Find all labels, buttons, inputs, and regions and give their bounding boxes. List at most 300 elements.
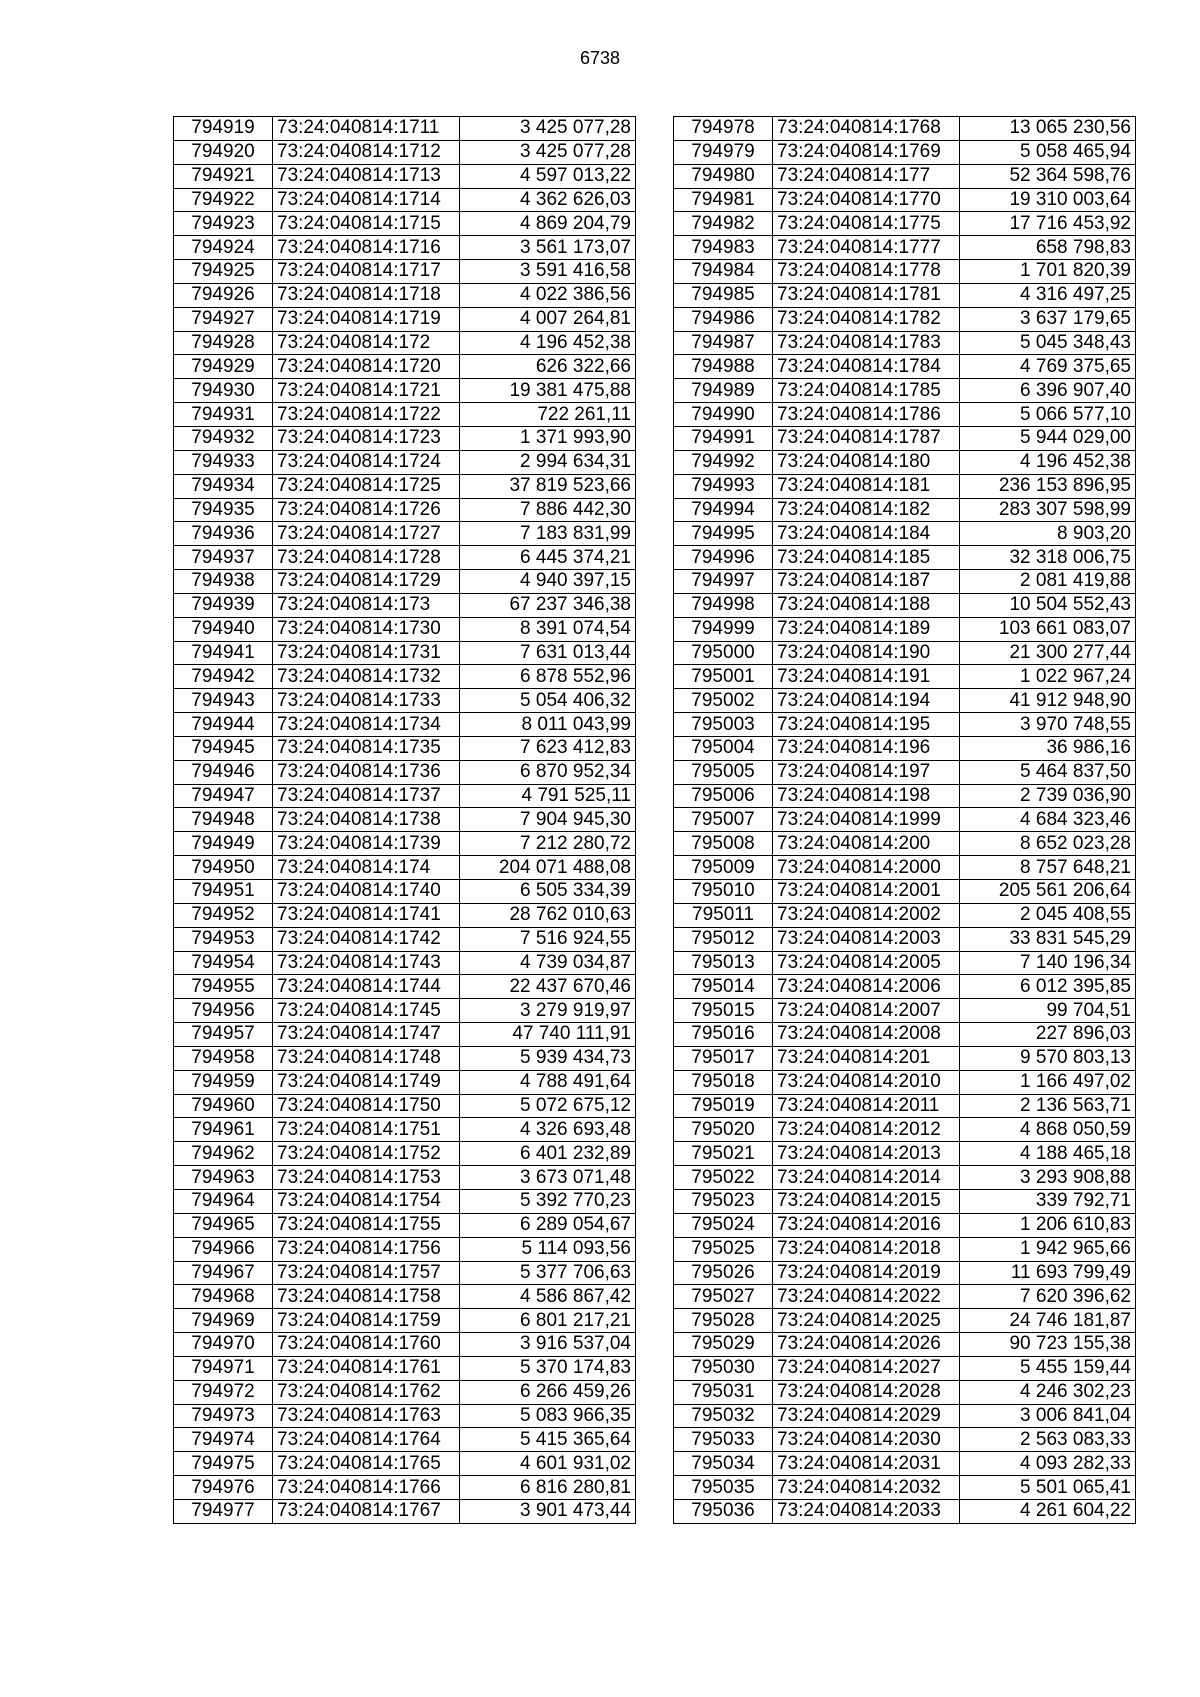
record-number-cell: 795022 <box>674 1166 773 1190</box>
cadastral-number-cell: 73:24:040814:1729 <box>273 570 460 594</box>
record-number-cell: 794975 <box>174 1452 273 1476</box>
cadastral-number-cell: 73:24:040814:1745 <box>273 999 460 1023</box>
cadastral-number-cell: 73:24:040814:181 <box>773 474 960 498</box>
cadastral-number-cell: 73:24:040814:1728 <box>273 546 460 570</box>
cadastral-value-cell: 32 318 006,75 <box>960 546 1136 570</box>
cadastral-value-cell: 4 196 452,38 <box>460 331 636 355</box>
table-row <box>674 665 1136 689</box>
record-number-cell: 795006 <box>674 784 773 808</box>
record-number-cell: 795016 <box>674 1023 773 1047</box>
table-row <box>174 1380 636 1404</box>
record-number-cell: 794925 <box>174 260 273 284</box>
cadastral-value-cell: 6 870 952,34 <box>460 760 636 784</box>
cadastral-value-cell: 7 623 412,83 <box>460 736 636 760</box>
cadastral-value-cell: 21 300 277,44 <box>960 641 1136 665</box>
cadastral-number-cell: 73:24:040814:2033 <box>773 1499 960 1523</box>
cadastral-value-cell: 205 561 206,64 <box>960 880 1136 904</box>
record-number-cell: 794920 <box>174 140 273 164</box>
cadastral-value-cell: 3 279 919,97 <box>460 999 636 1023</box>
cadastral-value-cell: 19 310 003,64 <box>960 188 1136 212</box>
table-row <box>174 1309 636 1333</box>
table-row <box>674 117 1136 141</box>
cadastral-value-cell: 7 212 280,72 <box>460 832 636 856</box>
table-row <box>174 975 636 999</box>
cadastral-number-cell: 73:24:040814:1739 <box>273 832 460 856</box>
cadastral-value-cell: 5 377 706,63 <box>460 1261 636 1285</box>
record-number-cell: 794952 <box>174 903 273 927</box>
table-row <box>674 760 1136 784</box>
cadastral-number-cell: 73:24:040814:2031 <box>773 1452 960 1476</box>
record-number-cell: 794924 <box>174 236 273 260</box>
table-row <box>674 1285 1136 1309</box>
record-number-cell: 794995 <box>674 522 773 546</box>
table-row <box>174 307 636 331</box>
record-number-cell: 794923 <box>174 212 273 236</box>
record-number-cell: 795018 <box>674 1070 773 1094</box>
table-row <box>174 1070 636 1094</box>
cadastral-number-cell: 73:24:040814:1767 <box>273 1499 460 1523</box>
cadastral-number-cell: 73:24:040814:1787 <box>773 426 960 450</box>
record-number-cell: 794926 <box>174 283 273 307</box>
record-number-cell: 794931 <box>174 403 273 427</box>
table-row <box>674 1094 1136 1118</box>
table-row <box>174 355 636 379</box>
table-row <box>174 999 636 1023</box>
table-row <box>674 1070 1136 1094</box>
cadastral-value-cell: 36 986,16 <box>960 736 1136 760</box>
cadastral-number-cell: 73:24:040814:196 <box>773 736 960 760</box>
cadastral-number-cell: 73:24:040814:1732 <box>273 665 460 689</box>
cadastral-value-cell: 7 516 924,55 <box>460 927 636 951</box>
record-number-cell: 794989 <box>674 379 773 403</box>
record-number-cell: 794956 <box>174 999 273 1023</box>
cadastral-number-cell: 73:24:040814:1748 <box>273 1046 460 1070</box>
record-number-cell: 795019 <box>674 1094 773 1118</box>
table-row <box>174 212 636 236</box>
record-number-cell: 794951 <box>174 880 273 904</box>
cadastral-number-cell: 73:24:040814:1717 <box>273 260 460 284</box>
cadastral-number-cell: 73:24:040814:1716 <box>273 236 460 260</box>
cadastral-number-cell: 73:24:040814:1752 <box>273 1142 460 1166</box>
record-number-cell: 794927 <box>174 307 273 331</box>
record-number-cell: 794936 <box>174 522 273 546</box>
record-number-cell: 794969 <box>174 1309 273 1333</box>
record-number-cell: 794987 <box>674 331 773 355</box>
record-number-cell: 794964 <box>174 1189 273 1213</box>
table-row <box>174 283 636 307</box>
cadastral-value-cell: 8 903,20 <box>960 522 1136 546</box>
cadastral-number-cell: 73:24:040814:1763 <box>273 1404 460 1428</box>
cadastral-number-cell: 73:24:040814:1722 <box>273 403 460 427</box>
table-row <box>674 975 1136 999</box>
cadastral-number-cell: 73:24:040814:1753 <box>273 1166 460 1190</box>
cadastral-value-cell: 6 401 232,89 <box>460 1142 636 1166</box>
record-number-cell: 794998 <box>674 593 773 617</box>
record-number-cell: 795004 <box>674 736 773 760</box>
table-row <box>674 856 1136 880</box>
table-row <box>674 1189 1136 1213</box>
table-body <box>674 117 1136 1524</box>
cadastral-number-cell: 73:24:040814:1764 <box>273 1428 460 1452</box>
cadastral-value-cell: 8 011 043,99 <box>460 713 636 737</box>
cadastral-number-cell: 73:24:040814:174 <box>273 856 460 880</box>
cadastral-value-cell: 4 261 604,22 <box>960 1499 1136 1523</box>
cadastral-value-cell: 8 757 648,21 <box>960 856 1136 880</box>
table-row <box>674 1356 1136 1380</box>
record-number-cell: 795028 <box>674 1309 773 1333</box>
record-number-cell: 795013 <box>674 951 773 975</box>
table-row <box>674 164 1136 188</box>
table-row <box>174 1237 636 1261</box>
record-number-cell: 794983 <box>674 236 773 260</box>
table-row <box>674 498 1136 522</box>
record-number-cell: 794919 <box>174 117 273 141</box>
table-row <box>674 188 1136 212</box>
cadastral-number-cell: 73:24:040814:2025 <box>773 1309 960 1333</box>
cadastral-number-cell: 73:24:040814:1718 <box>273 283 460 307</box>
record-number-cell: 794928 <box>174 331 273 355</box>
cadastral-number-cell: 73:24:040814:1731 <box>273 641 460 665</box>
cadastral-number-cell: 73:24:040814:1755 <box>273 1213 460 1237</box>
record-number-cell: 795033 <box>674 1428 773 1452</box>
table-row <box>174 1261 636 1285</box>
record-number-cell: 794933 <box>174 450 273 474</box>
cadastral-number-cell: 73:24:040814:1747 <box>273 1023 460 1047</box>
cadastral-value-cell: 4 940 397,15 <box>460 570 636 594</box>
cadastral-value-cell: 4 601 931,02 <box>460 1452 636 1476</box>
table-row <box>674 689 1136 713</box>
cadastral-value-cell: 33 831 545,29 <box>960 927 1136 951</box>
cadastral-value-cell: 4 362 626,03 <box>460 188 636 212</box>
record-number-cell: 795002 <box>674 689 773 713</box>
table-row <box>174 188 636 212</box>
cadastral-value-cell: 4 739 034,87 <box>460 951 636 975</box>
cadastral-value-cell: 99 704,51 <box>960 999 1136 1023</box>
cadastral-number-cell: 73:24:040814:1740 <box>273 880 460 904</box>
table-row <box>174 641 636 665</box>
record-number-cell: 794985 <box>674 283 773 307</box>
table-row <box>174 736 636 760</box>
cadastral-number-cell: 73:24:040814:1727 <box>273 522 460 546</box>
cadastral-number-cell: 73:24:040814:2013 <box>773 1142 960 1166</box>
cadastral-value-cell: 11 693 799,49 <box>960 1261 1136 1285</box>
cadastral-value-cell: 2 136 563,71 <box>960 1094 1136 1118</box>
cadastral-number-cell: 73:24:040814:1742 <box>273 927 460 951</box>
record-number-cell: 794930 <box>174 379 273 403</box>
table-row <box>674 713 1136 737</box>
record-number-cell: 795034 <box>674 1452 773 1476</box>
cadastral-value-cell: 52 364 598,76 <box>960 164 1136 188</box>
cadastral-value-cell: 1 166 497,02 <box>960 1070 1136 1094</box>
cadastral-number-cell: 73:24:040814:173 <box>273 593 460 617</box>
record-number-cell: 795035 <box>674 1476 773 1500</box>
cadastral-number-cell: 73:24:040814:1761 <box>273 1356 460 1380</box>
cadastral-number-cell: 73:24:040814:200 <box>773 832 960 856</box>
record-number-cell: 795014 <box>674 975 773 999</box>
cadastral-number-cell: 73:24:040814:2018 <box>773 1237 960 1261</box>
table-row <box>174 665 636 689</box>
cadastral-value-cell: 2 739 036,90 <box>960 784 1136 808</box>
cadastral-number-cell: 73:24:040814:180 <box>773 450 960 474</box>
record-number-cell: 795000 <box>674 641 773 665</box>
cadastral-value-cell: 103 661 083,07 <box>960 617 1136 641</box>
record-number-cell: 794957 <box>174 1023 273 1047</box>
cadastral-number-cell: 73:24:040814:1715 <box>273 212 460 236</box>
cadastral-number-cell: 73:24:040814:1719 <box>273 307 460 331</box>
record-number-cell: 794949 <box>174 832 273 856</box>
record-number-cell: 794974 <box>174 1428 273 1452</box>
cadastral-number-cell: 73:24:040814:1783 <box>773 331 960 355</box>
table-row <box>674 1023 1136 1047</box>
record-number-cell: 795010 <box>674 880 773 904</box>
record-number-cell: 794965 <box>174 1213 273 1237</box>
table-row <box>174 546 636 570</box>
cadastral-value-cell: 22 437 670,46 <box>460 975 636 999</box>
cadastral-value-cell: 283 307 598,99 <box>960 498 1136 522</box>
record-number-cell: 794996 <box>674 546 773 570</box>
cadastral-number-cell: 73:24:040814:1743 <box>273 951 460 975</box>
table-row <box>174 1476 636 1500</box>
cadastral-value-cell: 1 371 993,90 <box>460 426 636 450</box>
cadastral-number-cell: 73:24:040814:1750 <box>273 1094 460 1118</box>
table-row <box>174 880 636 904</box>
cadastral-number-cell: 73:24:040814:1766 <box>273 1476 460 1500</box>
table-row <box>174 1499 636 1523</box>
cadastral-value-cell: 3 293 908,88 <box>960 1166 1136 1190</box>
record-number-cell: 794953 <box>174 927 273 951</box>
cadastral-number-cell: 73:24:040814:2022 <box>773 1285 960 1309</box>
cadastral-value-cell: 3 901 473,44 <box>460 1499 636 1523</box>
cadastral-number-cell: 73:24:040814:2011 <box>773 1094 960 1118</box>
table-row <box>174 1046 636 1070</box>
cadastral-value-cell: 5 066 577,10 <box>960 403 1136 427</box>
cadastral-number-cell: 73:24:040814:2026 <box>773 1333 960 1357</box>
table-row <box>674 903 1136 927</box>
cadastral-number-cell: 73:24:040814:185 <box>773 546 960 570</box>
cadastral-number-cell: 73:24:040814:2000 <box>773 856 960 880</box>
cadastral-number-cell: 73:24:040814:1733 <box>273 689 460 713</box>
record-number-cell: 795003 <box>674 713 773 737</box>
record-number-cell: 795017 <box>674 1046 773 1070</box>
cadastral-value-cell: 4 769 375,65 <box>960 355 1136 379</box>
cadastral-value-cell: 90 723 155,38 <box>960 1333 1136 1357</box>
table-row <box>174 117 636 141</box>
cadastral-value-cell: 13 065 230,56 <box>960 117 1136 141</box>
cadastral-number-cell: 73:24:040814:2029 <box>773 1404 960 1428</box>
table-row <box>174 832 636 856</box>
record-number-cell: 794977 <box>174 1499 273 1523</box>
cadastral-number-cell: 73:24:040814:1725 <box>273 474 460 498</box>
table-row <box>174 426 636 450</box>
cadastral-value-cell: 3 673 071,48 <box>460 1166 636 1190</box>
cadastral-value-cell: 3 591 416,58 <box>460 260 636 284</box>
cadastral-value-cell: 5 083 966,35 <box>460 1404 636 1428</box>
table-row <box>174 1118 636 1142</box>
table-row <box>174 760 636 784</box>
table-row <box>674 1476 1136 1500</box>
cadastral-number-cell: 73:24:040814:182 <box>773 498 960 522</box>
cadastral-number-cell: 73:24:040814:198 <box>773 784 960 808</box>
cadastral-number-cell: 73:24:040814:184 <box>773 522 960 546</box>
cadastral-number-cell: 73:24:040814:177 <box>773 164 960 188</box>
cadastral-value-cell: 5 072 675,12 <box>460 1094 636 1118</box>
cadastral-number-cell: 73:24:040814:1778 <box>773 260 960 284</box>
cadastral-value-cell: 4 326 693,48 <box>460 1118 636 1142</box>
table-row <box>174 140 636 164</box>
cadastral-value-cell: 6 289 054,67 <box>460 1213 636 1237</box>
record-number-cell: 795027 <box>674 1285 773 1309</box>
cadastral-value-cell: 8 652 023,28 <box>960 832 1136 856</box>
record-number-cell: 795036 <box>674 1499 773 1523</box>
cadastral-value-cell: 1 701 820,39 <box>960 260 1136 284</box>
table-row <box>674 236 1136 260</box>
cadastral-number-cell: 73:24:040814:1775 <box>773 212 960 236</box>
table-row <box>674 546 1136 570</box>
record-number-cell: 795029 <box>674 1333 773 1357</box>
cadastral-value-cell: 6 445 374,21 <box>460 546 636 570</box>
cadastral-number-cell: 73:24:040814:2008 <box>773 1023 960 1047</box>
record-number-cell: 794940 <box>174 617 273 641</box>
table-row <box>174 474 636 498</box>
cadastral-number-cell: 73:24:040814:1714 <box>273 188 460 212</box>
cadastral-value-cell: 1 942 965,66 <box>960 1237 1136 1261</box>
cadastral-value-cell: 4 022 386,56 <box>460 283 636 307</box>
cadastral-value-cell: 4 188 465,18 <box>960 1142 1136 1166</box>
cadastral-number-cell: 73:24:040814:2001 <box>773 880 960 904</box>
cadastral-number-cell: 73:24:040814:191 <box>773 665 960 689</box>
table-row <box>674 1499 1136 1523</box>
cadastral-number-cell: 73:24:040814:1757 <box>273 1261 460 1285</box>
record-number-cell: 795012 <box>674 927 773 951</box>
cadastral-number-cell: 73:24:040814:1751 <box>273 1118 460 1142</box>
table-row <box>174 331 636 355</box>
table-row <box>174 1285 636 1309</box>
record-number-cell: 795031 <box>674 1380 773 1404</box>
cadastral-value-cell: 4 869 204,79 <box>460 212 636 236</box>
table-row <box>174 1023 636 1047</box>
table-row <box>174 689 636 713</box>
cadastral-value-cell: 17 716 453,92 <box>960 212 1136 236</box>
table-row <box>174 164 636 188</box>
record-number-cell: 794935 <box>174 498 273 522</box>
record-number-cell: 794990 <box>674 403 773 427</box>
cadastral-number-cell: 73:24:040814:2027 <box>773 1356 960 1380</box>
record-number-cell: 794978 <box>674 117 773 141</box>
table-row <box>674 593 1136 617</box>
table-row <box>174 784 636 808</box>
cadastral-value-cell: 6 816 280,81 <box>460 1476 636 1500</box>
record-number-cell: 794946 <box>174 760 273 784</box>
cadastral-value-cell: 3 425 077,28 <box>460 117 636 141</box>
table-row <box>674 999 1136 1023</box>
record-number-cell: 794938 <box>174 570 273 594</box>
cadastral-value-cell: 7 183 831,99 <box>460 522 636 546</box>
table-row <box>674 784 1136 808</box>
cadastral-value-cell: 8 391 074,54 <box>460 617 636 641</box>
record-number-cell: 794955 <box>174 975 273 999</box>
cadastral-value-cell: 5 370 174,83 <box>460 1356 636 1380</box>
cadastral-value-cell: 4 196 452,38 <box>960 450 1136 474</box>
table-row <box>174 1142 636 1166</box>
table-row <box>674 1166 1136 1190</box>
cadastral-value-cell: 3 561 173,07 <box>460 236 636 260</box>
cadastral-value-cell: 6 396 907,40 <box>960 379 1136 403</box>
cadastral-number-cell: 73:24:040814:1769 <box>773 140 960 164</box>
cadastral-number-cell: 73:24:040814:1770 <box>773 188 960 212</box>
cadastral-number-cell: 73:24:040814:1760 <box>273 1333 460 1357</box>
table-row <box>674 570 1136 594</box>
cadastral-value-cell: 4 316 497,25 <box>960 283 1136 307</box>
record-number-cell: 795005 <box>674 760 773 784</box>
cadastral-number-cell: 73:24:040814:2019 <box>773 1261 960 1285</box>
cadastral-number-cell: 73:24:040814:1756 <box>273 1237 460 1261</box>
record-number-cell: 794937 <box>174 546 273 570</box>
cadastral-number-cell: 73:24:040814:1734 <box>273 713 460 737</box>
table-row <box>174 808 636 832</box>
table-row <box>674 331 1136 355</box>
cadastral-value-cell: 19 381 475,88 <box>460 379 636 403</box>
table-row <box>174 1404 636 1428</box>
record-number-cell: 794972 <box>174 1380 273 1404</box>
table-row <box>674 355 1136 379</box>
cadastral-value-cell: 2 045 408,55 <box>960 903 1136 927</box>
table-row <box>174 856 636 880</box>
register-table-right <box>673 116 1136 1524</box>
cadastral-value-cell: 9 570 803,13 <box>960 1046 1136 1070</box>
table-row <box>174 1189 636 1213</box>
table-row <box>174 951 636 975</box>
record-number-cell: 794947 <box>174 784 273 808</box>
cadastral-number-cell: 73:24:040814:1786 <box>773 403 960 427</box>
cadastral-value-cell: 7 140 196,34 <box>960 951 1136 975</box>
table-row <box>674 379 1136 403</box>
record-number-cell: 794963 <box>174 1166 273 1190</box>
record-number-cell: 795008 <box>674 832 773 856</box>
cadastral-value-cell: 4 597 013,22 <box>460 164 636 188</box>
cadastral-value-cell: 204 071 488,08 <box>460 856 636 880</box>
cadastral-value-cell: 5 392 770,23 <box>460 1189 636 1213</box>
cadastral-value-cell: 4 246 302,23 <box>960 1380 1136 1404</box>
record-number-cell: 795011 <box>674 903 773 927</box>
cadastral-value-cell: 5 464 837,50 <box>960 760 1136 784</box>
table-row <box>674 260 1136 284</box>
table-row <box>174 1333 636 1357</box>
record-number-cell: 794934 <box>174 474 273 498</box>
cadastral-value-cell: 3 637 179,65 <box>960 307 1136 331</box>
cadastral-value-cell: 28 762 010,63 <box>460 903 636 927</box>
cadastral-number-cell: 73:24:040814:1744 <box>273 975 460 999</box>
record-number-cell: 794991 <box>674 426 773 450</box>
cadastral-value-cell: 6 266 459,26 <box>460 1380 636 1404</box>
cadastral-number-cell: 73:24:040814:188 <box>773 593 960 617</box>
table-row <box>674 1142 1136 1166</box>
table-row <box>674 522 1136 546</box>
cadastral-value-cell: 4 868 050,59 <box>960 1118 1136 1142</box>
cadastral-value-cell: 37 819 523,66 <box>460 474 636 498</box>
cadastral-number-cell: 73:24:040814:1713 <box>273 164 460 188</box>
table-row <box>174 903 636 927</box>
cadastral-value-cell: 722 261,11 <box>460 403 636 427</box>
table-row <box>674 1380 1136 1404</box>
cadastral-number-cell: 73:24:040814:1736 <box>273 760 460 784</box>
cadastral-value-cell: 5 054 406,32 <box>460 689 636 713</box>
cadastral-number-cell: 73:24:040814:1758 <box>273 1285 460 1309</box>
cadastral-value-cell: 5 415 365,64 <box>460 1428 636 1452</box>
record-number-cell: 794979 <box>674 140 773 164</box>
register-table-left <box>173 116 636 1524</box>
record-number-cell: 794932 <box>174 426 273 450</box>
cadastral-value-cell: 24 746 181,87 <box>960 1309 1136 1333</box>
